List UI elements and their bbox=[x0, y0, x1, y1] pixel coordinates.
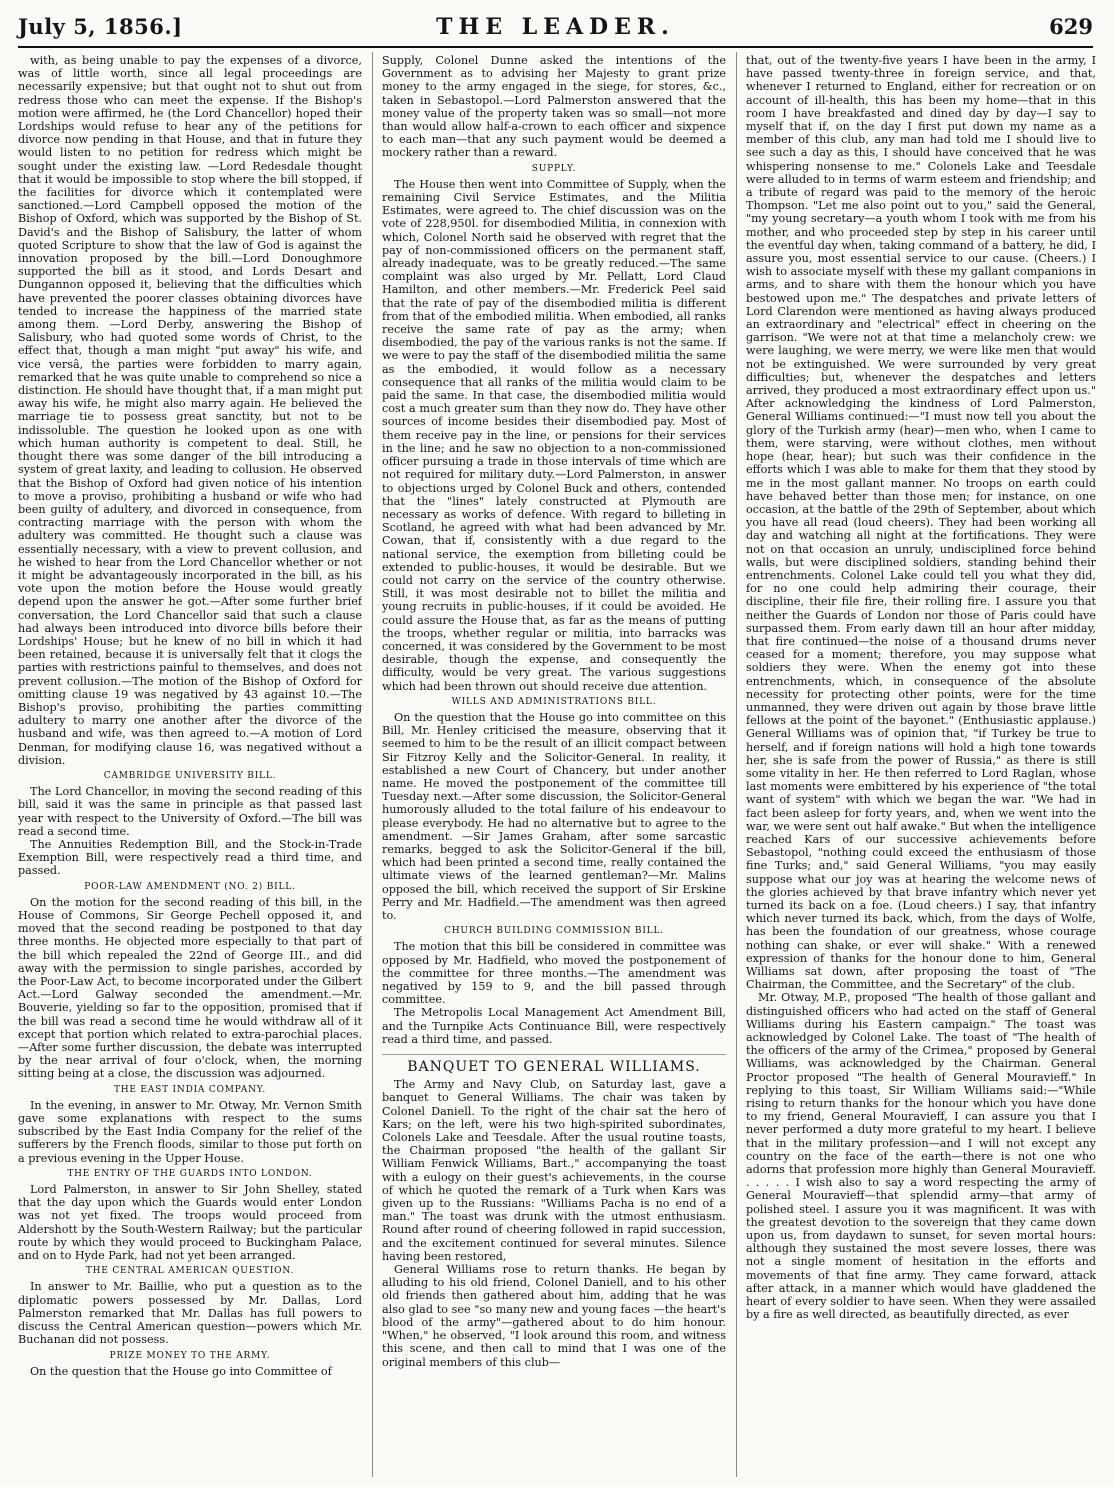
article-headline: BANQUET TO GENERAL WILLIAMS. bbox=[382, 1054, 726, 1074]
section-heading: CHURCH BUILDING COMMISSION BILL. bbox=[444, 926, 664, 937]
paragraph: In answer to Mr. Baillie, who put a question as to the diplomatic powers possessed by Mr. Dallas, Lord Palmerston remarked that Mr. Dallas has full powers to discuss the Central American question—powers which Mr. Buchanan did not possess. bbox=[18, 1280, 362, 1347]
section-heading: THE EAST INDIA COMPANY. bbox=[113, 1084, 267, 1095]
paragraph: On the question that the House go into committee on this Bill, Mr. Henley criticised the measure, observing that it seemed to him to be the result of an illicit compact between Sir Fitzroy Kelly and the Solicitor-General. In reality, it established a new Court of Chancery, but under another name. He moved the postponement of the committee till Tuesday next.—After some discussion, the Solicitor-General humorously alluded to the total failure of his endeavour to please everybody. He had no alternative but to agree to the amendment. —Sir James Graham, after some sarcastic remarks, begged to ask the Solicitor-General if the bill, which had been printed a second time, really contained the ultimate views of the learned gentleman?—Mr. Malins opposed the bill, which received the support of Sir Erskine Perry and Mr. Hadfield.—The amendment was then agreed to. bbox=[382, 710, 726, 922]
section-heading: THE CENTRAL AMERICAN QUESTION. bbox=[85, 1266, 295, 1277]
column-2 bbox=[382, 54, 726, 1474]
paragraph: that, out of the twenty-five years I have been in the army, I have passed twenty-three in foreign service, and that, whenever I returned to England, either for recreation or on account of ill-health, this has been my home—that in this room I have breakfasted and dined day by day—I say to myself that if, on the day I first put down my name as a member of this club, any man had told me I should live to see such a day as this, I should have conceived that he was whispering nonsense to me." Colonels Lake and Teesdale were alluded to in terms of warm esteem and friendship; and a tribute of regard was paid to the memory of the heroic Thompson. "Let me also point out to you," said the General, "my young secretary—a youth whom I took with me from his mother, and who proceeded step by step in his career until the eventful day when, taking command of a battery, he did, I assure you, most essential service to our cause. (Cheers.) I wish to associate myself with these my gallant companions in arms, and to share with them the honour which you have bestowed upon me." The despatches and private letters of Lord Clarendon were mentioned as having always produced an extraordinary and "electrical" effect in cheering on the garrison. "We were not at that time a melancholy crew: we were laughing, we were merry, we were like men that would not be extinguished. We were surrounded by very great difficulties; but, whenever the despatches and letters arrived, they produced a most extraordinary effect upon us." After acknowledging the kindness of Lord Palmerston, General Williams continued:—"I must now tell you about the glory of the Turkish army (hear)—men who, when I came to them, were starving, were without clothes, men without hope (hear, hear); but such was their confidence in the efforts which I was able to make for them that they stood by me in the most gallant manner. No troops on earth could have behaved better than those men; for instance, on one occasion, at the battle of the 29th of September, about which you have all read (loud cheers). They had been working all day and watching all night at the fortifications. They were not on that occasion an unruly, undisciplined force behind walls, but were disciplined soldiers, standing behind their entrenchments. Colonel Lake could tell you what they did, for no one could help admiring their courage, their discipline, their file fire, their rolling fire. I assure you that neither the Guards of London nor those of Paris could have surpassed them. From early dawn till an hour after midday, that fire continued—the noise of a thousand drums never ceased for a moment; therefore, you may suppose what soldiers they were. When the enemy got into these entrenchments, which, in consequence of the absolute necessity for protecting other points, were for the time unmanned, they were driven out again by those brave little fellows at the point of the bayonet." (Enthusiastic applause.) General Williams was of opinion that, "if Turkey be true to herself, and if foreign nations will hold a high tone towards her, she is safe from the power of Russia," as there is still some vitality in her. He then referred to Lord Raglan, whose last moments were embittered by his experience of "the total want of system" with which we began the war. "We had in fact been asleep for forty years, and, when we went into the war, we were sent out half awake." But when the intelligence reached Kars of our successive achievements before Sebastopol, "nothing could exceed the enthusiasm of those fine Turks; and," said General Williams, "you may easily suppose what our joy was at hearing the welcome news of the glories achieved by that brave infantry which never yet turned its back on a foe. (Loud cheers.) I say, that infantry which never turned its back, which, from the days of Wolfe, has been the foundation of our greatness, whose courage nothing can shake, or ever will shake." With a renewed expression of thanks for the honour done to him, General Williams sat down, after proposing the toast of "The Chairman, the Committee, and the Secretary" of the club. bbox=[746, 54, 1096, 992]
paragraph: General Williams rose to return thanks. He began by alluding to his old friend, Colonel Daniell, and to his other old friends then gathered about him, adding that he was also glad to see "so many new and young faces —the heart's blood of the army"—gathered about to do him honour. "When," he observed, "I look around this room, and witness this scene, and then call to mind that I was one of the original members of this club— bbox=[382, 1263, 726, 1369]
issue-date: July 5, 1856.] bbox=[18, 14, 183, 39]
paragraph: Mr. Otway, M.P., proposed "The health of those gallant and distinguished officers who had acted on the staff of General Williams during his Eastern campaign." The toast was acknowledged by Colonel Lake. The toast of "The health of the officers of the army of the Crimea," proposed by General Williams, was acknowledged by the Chairman. General Proctor proposed "The health of General Mouravieff." In replying to this toast, Sir William Williams said:—"While rising to return thanks for the honour which you have done to my friend, General Mouravieff, I can assure you that I never performed a duty more grateful to my heart. I believe that in the military profession—and I will not except any country on the face of the earth—there is not one who adorns that profession more highly than General Mouravieff. . . . . . I wish also to say a word respecting the army of General Mouravieff—that splendid army—that army of polished steel. I assure you it was magnificent. It was with the greatest devotion to the sovereign that they came down upon us, from daydawn to sunset, for seven mortal hours: although they sustained the most severe losses, there was not a single moment of hesitation in the efforts and movements of that fine army. They came forward, attack after attack, in a manner which would have gladdened the heart of every soldier to have seen. When they were assailed by a fire as well directed, as beautifully directed, as ever bbox=[746, 991, 1096, 1322]
paragraph: On the motion for the second reading of this bill, in the House of Commons, Sir George Pechell opposed it, and moved that the second reading be postponed to that day three months. He objected more especially to that part of the bill which repealed the 22nd of George III., and did away with the permission to single parishes, accorded by the Poor-Law Act, to become incorporated under the Gilbert Act.—Lord Galway seconded the amendment.—Mr. Bouverie, yielding so far to the opposition, promised that if the bill was read a second time he would withdraw all of it except that portion which related to extra-parochial places.—After some further discussion, the debate was interrupted by the near arrival of four o'clock, when, the morning sitting being at a close, the discussion was adjourned. bbox=[18, 895, 362, 1081]
section-heading: POOR-LAW AMENDMENT (NO. 2) BILL. bbox=[84, 881, 296, 892]
section-heading: SUPPLY. bbox=[531, 163, 577, 174]
paragraph: The Metropolis Local Management Act Amendment Bill, and the Turnpike Acts Continuance Bill, were respectively read a third time, and passed. bbox=[382, 1006, 726, 1046]
paragraph: On the question that the House go into Committee of bbox=[30, 1364, 332, 1378]
paragraph: In the evening, in answer to Mr. Otway, Mr. Vernon Smith gave some explanations with respect to the sums subscribed by the East India Company for the relief of the sufferers by the French floods, similar to those put forth on a previous evening in the Upper House. bbox=[18, 1098, 362, 1165]
page-header bbox=[18, 14, 1093, 46]
section-heading: WILLS AND ADMINISTRATIONS BILL. bbox=[451, 696, 657, 707]
paragraph: with, as being unable to pay the expenses of a divorce, was of little worth, since all legal proceedings are necessarily expensive; but that ought not to shut out from redress those who can meet the expense. If the Bishop's motion were affirmed, he (the Lord Chancellor) hoped their Lordships would refuse to hear any of the petitions for divorce now pending in that House, and that in future they would listen to no petition for redress which might be sought under the existing law. —Lord Redesdale thought that it would be impossible to stop where the bill stopped, if the facilities for divorce which it contemplated were sanctioned.—Lord Campbell opposed the motion of the Bishop of Oxford, which was supported by the Bishop of St. David's and the Bishop of Salisbury, the latter of whom quoted Scripture to show that the law of God is against the innovation proposed by the bill.—Lord Donoughmore supported the bill as it stood, and Lords Desart and Dungannon opposed it, believing that the difficulties which have prevented the poorer classes obtaining divorces have tended to increase the happiness of the married state among them. —Lord Derby, answering the Bishop of Salisbury, who had quoted some words of Christ, to the effect that, though a man might "put away" his wife, and vice versâ, the parties were forbidden to marry again, remarked that he was quite unable to comprehend so nice a distinction. He should have thought that, if a man might put away his wife, he might also marry again. He believed the marriage tie to possess great sanctity, but not to be indissoluble. The question he looked upon as one with which human authority is competent to deal. Still, he thought there was some danger of the bill introducing a system of great laxity, and leading to collusion. He observed that the Bishop of Oxford had given notice of his intention to move a proviso, prohibiting a husband or wife who had been guilty of adultery, and divorced in consequence, from contracting marriage with the person with whom the adultery was committed. He thought such a clause was essentially necessary, with a view to prevent collusion, and he wished to hear from the Lord Chancellor whether or not it might be advantageously incorporated in the bill, as his vote upon the motion before the House would greatly depend upon the answer he got.—After some further brief conversation, the Lord Chancellor said that such a clause had always been introduced into divorce bills before their Lordships' House; but he knew of no bill in which it had been retained, because it is universally felt that it clogs the parties with restrictions painful to themselves, and does not prevent collusion.—The motion of the Bishop of Oxford for omitting clause 19 was negatived by 43 against 10.—The Bishop's proviso, prohibiting the parties committing adultery to marry one another after the divorce of the husband and wife, was then agreed to.—A motion of Lord Denman, for modifying clause 16, was negatived without a division. bbox=[18, 54, 362, 767]
column-1 bbox=[18, 54, 362, 1474]
section-heading: PRIZE MONEY TO THE ARMY. bbox=[109, 1350, 271, 1361]
section-heading: THE ENTRY OF THE GUARDS INTO LONDON. bbox=[67, 1168, 313, 1179]
paragraph: The Army and Navy Club, on Saturday last, gave a banquet to General Williams. The chair was taken by Colonel Daniell. To the right of the chair sat the hero of Kars; on the left, were his two high-spirited subordinates, Colonels Lake and Teesdale. After the usual routine toasts, the Chairman proposed "the health of the gallant Sir William Fenwick Williams, Bart.," accompanying the toast with a eulogy on their guest's achievements, in the course of which he quoted the remark of a Turk when Kars was given up to the Russians: "Williams Pacha is no end of a man." The toast was drunk with the utmost enthusiasm. Round after round of cheering followed in rapid succession, and the excitement continued for several minutes. Silence having been restored, bbox=[382, 1078, 726, 1263]
header-rule bbox=[18, 46, 1093, 48]
paragraph: Supply, Colonel Dunne asked the intentions of the Government as to advising her Majesty to grant prize money to the army engaged in the siege, for stores, &c., taken in Sebastopol.—Lord Palmerston answered that the money value of the property taken was so small—not more than would allow half-a-crown to each officer and sixpence to each man—that any such payment would be deemed a mockery rather than a reward. bbox=[382, 54, 726, 160]
page-number: 629 bbox=[1049, 14, 1093, 39]
paragraph: The motion that this bill be considered in committee was opposed by Mr. Hadfield, who moved the postponement of the committee for three months.—The amendment was negatived by 159 to 9, and the bill passed through committee. bbox=[382, 940, 726, 1007]
paragraph: The Annuities Redemption Bill, and the Stock-in-Trade Exemption Bill, were respectively read a third time, and passed. bbox=[18, 837, 362, 878]
paragraph: The House then went into Committee of Supply, when the remaining Civil Service Estimates, and the Militia Estimates, were agreed to. The chief discussion was on the vote of 228,950l. for disembodied Militia, in connexion with which, Colonel North said he observed with regret that the pay of non-commissioned officers on the permanent staff, already inadequate, was to be greatly reduced.—The same complaint was also urged by Mr. Pellatt, Lord Claud Hamilton, and other members.—Mr. Frederick Peel said that the rate of pay of the disembodied militia is different from that of the embodied militia. When embodied, all ranks receive the same rate of pay as the army; when disembodied, the pay of the various ranks is not the same. If we were to pay the staff of the disembodied militia the same as the embodied, it would follow as a necessary consequence that all ranks of the militia would claim to be paid the same. In that case, the disembodied militia would cost a much greater sum than they now do. They have other sources of income besides their disembodied pay. Most of them receive pay in the line, or pensions for their services in the line; and he saw no objection to a non-commissioned officer pursuing a trade in those intervals of time which are not required for military duty.—Lord Palmerston, in answer to objections urged by Colonel Buck and others, contended that the "lines" lately constructed at Plymouth are necessary as works of defence. With regard to billeting in Scotland, he agreed with what had been advanced by Mr. Cowan, that if, consistently with a due regard to the national service, the exemption from billeting could be extended to public-houses, it would be desirable. But we could not carry on the service of the country otherwise. Still, it was most desirable not to billet the militia and young recruits in public-houses, if it could be avoided. He could assure the House that, as far as the means of putting the troops, whether regular or militia, into barracks was concerned, it was considered by the Government to be most desirable, though the expense, and consequently the difficulty, would be very great. The various suggestions which had been thrown out should receive due attention. bbox=[382, 177, 726, 693]
paragraph: The Lord Chancellor, in moving the second reading of this bill, said it was the same in principle as that passed last year with respect to the University of Oxford.—The bill was read a second time. bbox=[18, 785, 362, 838]
column-3 bbox=[746, 54, 1096, 1474]
column-divider bbox=[372, 52, 373, 1477]
section-heading: CAMBRIDGE UNIVERSITY BILL. bbox=[103, 770, 277, 781]
column-divider bbox=[736, 52, 737, 1477]
masthead-title: THE LEADER. bbox=[436, 14, 675, 40]
paragraph: Lord Palmerston, in answer to Sir John Shelley, stated that the day upon which the Guards would enter London was not yet fixed. The troops would proceed from Aldershott by the South-Western Railway; but the particular route by which they would proceed to Buckingham Palace, and on to Hyde Park, had not yet been arranged. bbox=[18, 1183, 362, 1263]
